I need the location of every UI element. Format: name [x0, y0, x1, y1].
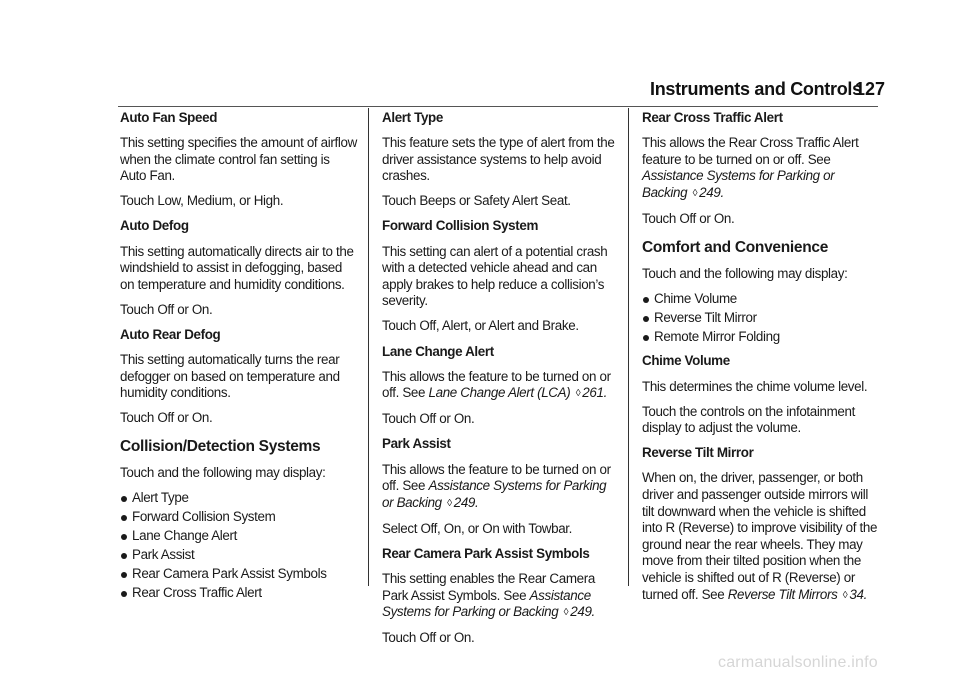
reverse-tilt-mirror-body: When on, the driver, passenger, or both driver and passenger outside mirrors will tilt downward when the vehicle is shifted into R (Reverse) to improve visibility of the ground near the rear wheels. They may move from their tilted position when the vehicle is shifted out of R (Reverse) or turned off. See: [642, 470, 878, 602]
section-title: Instruments and Controls: [650, 79, 862, 99]
auto-fan-speed-options: Touch Low, Medium, or High.: [120, 193, 284, 209]
page-ref-icon: ◊: [563, 607, 569, 619]
page-header: [0, 76, 960, 106]
page-ref-icon: ◊: [842, 589, 848, 601]
park-assist-body: This allows the feature to be turned on or off. See: [382, 461, 611, 494]
alert-type-options: Touch Beeps or Safety Alert Seat.: [382, 193, 571, 209]
rear-camera-symbols-text: [382, 571, 620, 622]
chime-volume-text: This determines the chime volume level.: [642, 378, 868, 394]
list-item: Park Assist: [120, 547, 358, 564]
comfort-intro: Touch and the following may display:: [642, 265, 848, 281]
collision-intro: Touch and the following may display:: [120, 464, 326, 480]
alert-type-heading: Alert Type: [382, 110, 443, 125]
alert-type-text: This feature sets the type of alert from the driver assistance systems to help avoid crashes.: [382, 135, 615, 184]
list-item: Rear Camera Park Assist Symbols: [120, 566, 358, 583]
page-number: 127: [855, 79, 886, 99]
list-item: Lane Change Alert: [120, 528, 358, 545]
watermark: carmanualsonline.info: [718, 654, 878, 671]
auto-fan-speed-text: This setting specifies the amount of airflow when the climate control fan setting is Auto Fan.: [120, 135, 357, 184]
park-assist-link[interactable]: Assistance Systems for Parking or Backing: [382, 478, 607, 510]
rear-cross-traffic-options: Touch Off or On.: [642, 210, 735, 226]
lane-change-alert-text: [382, 369, 620, 403]
list-item: Alert Type: [120, 490, 358, 507]
rear-cross-traffic-page[interactable]: 249.: [699, 184, 724, 200]
column-divider-2: [628, 108, 629, 586]
chime-volume-heading: Chime Volume: [642, 353, 730, 369]
reverse-tilt-mirror-heading: Reverse Tilt Mirror: [642, 445, 754, 461]
rear-camera-symbols-link[interactable]: Assistance Systems for Parking or Backing: [382, 587, 591, 620]
lane-change-alert-page[interactable]: 261.: [582, 385, 607, 401]
rear-camera-symbols-body: This setting enables the Rear Camera Park Assist Symbols. See: [382, 570, 595, 603]
rear-cross-traffic-text: [642, 135, 880, 202]
auto-rear-defog-heading: Auto Rear Defog: [120, 326, 221, 342]
column-divider-1: [368, 108, 369, 586]
lane-change-alert-options: Touch Off or On.: [382, 411, 475, 427]
rear-cross-traffic-body: This allows the Rear Cross Traffic Alert feature to be turned on or off. See: [642, 135, 859, 167]
park-assist-page[interactable]: 249.: [453, 494, 479, 510]
column-1: [120, 110, 358, 610]
rear-camera-symbols-heading: Rear Camera Park Assist Symbols: [382, 545, 590, 561]
column-2: [382, 110, 620, 655]
list-item: Rear Cross Traffic Alert: [120, 585, 358, 602]
collision-detection-heading: Collision/Detection Systems: [120, 437, 321, 455]
lane-change-alert-link[interactable]: Lane Change Alert (LCA): [428, 385, 571, 401]
page-ref-icon: ◊: [575, 388, 581, 400]
lane-change-alert-heading: Lane Change Alert: [382, 343, 494, 359]
list-item: Forward Collision System: [120, 509, 358, 526]
park-assist-text: [382, 462, 620, 513]
forward-collision-options: Touch Off, Alert, or Alert and Brake.: [382, 318, 579, 334]
comfort-convenience-heading: Comfort and Convenience: [642, 238, 829, 256]
list-item: Remote Mirror Folding: [642, 329, 880, 346]
park-assist-heading: Park Assist: [382, 436, 451, 452]
auto-defog-heading: Auto Defog: [120, 218, 189, 234]
list-item: Reverse Tilt Mirror: [642, 310, 880, 327]
chime-volume-options: Touch the controls on the infotainment display to adjust the volume.: [642, 403, 855, 436]
lane-change-alert-body: This allows the feature to be turned on or off. See: [382, 368, 611, 401]
rear-camera-symbols-options: Touch Off or On.: [382, 630, 475, 646]
auto-defog-options: Touch Off or On.: [120, 301, 213, 317]
rear-cross-traffic-heading: Rear Cross Traffic Alert: [642, 110, 783, 125]
rear-cross-traffic-link[interactable]: Assistance Systems for Parking or Backing: [642, 168, 835, 200]
comfort-list: [642, 291, 880, 346]
forward-collision-heading: Forward Collision System: [382, 218, 539, 234]
collision-list: [120, 490, 358, 602]
reverse-tilt-mirror-page[interactable]: 34.: [849, 586, 867, 602]
page-ref-icon: ◊: [692, 187, 698, 199]
list-item: Chime Volume: [642, 291, 880, 308]
auto-defog-text: This setting automatically directs air to the windshield to assist in defogging, based on temperature and humidity conditions.: [120, 243, 354, 292]
auto-fan-speed-heading: Auto Fan Speed: [120, 110, 218, 125]
auto-rear-defog-text: This setting automatically turns the rear defogger on based on temperature and humidity conditions.: [120, 352, 340, 401]
reverse-tilt-mirror-text: [642, 470, 880, 604]
forward-collision-text: This setting can alert of a potential crash with a detected vehicle ahead and can apply brakes to help reduce a collision’s severity.: [382, 243, 608, 309]
column-3: [642, 110, 880, 613]
header-rule: [118, 106, 878, 107]
auto-rear-defog-options: Touch Off or On.: [120, 410, 213, 426]
rear-camera-symbols-page[interactable]: 249.: [570, 604, 595, 620]
page-ref-icon: ◊: [447, 497, 452, 509]
park-assist-options: Select Off, On, or On with Towbar.: [382, 520, 573, 536]
reverse-tilt-mirror-link[interactable]: Reverse Tilt Mirrors: [727, 586, 838, 602]
